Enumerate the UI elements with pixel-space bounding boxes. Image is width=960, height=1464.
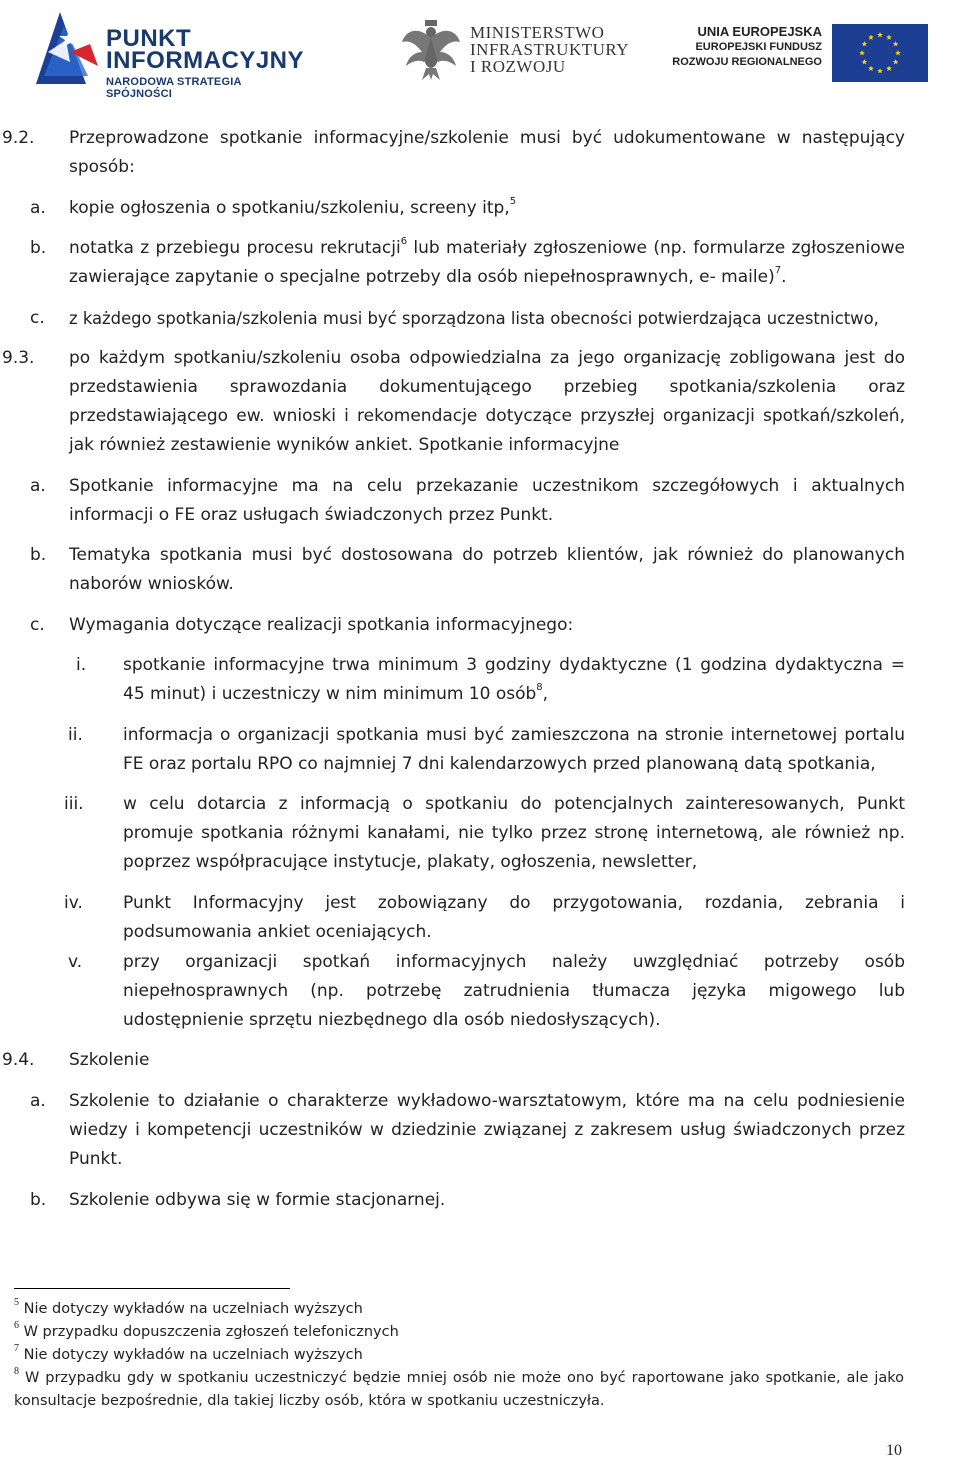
footnote: $^8$ W przypadku gdy w spotkaniu uczestniczyć będzie mniej osób nie może ono być raportowane jako spotkanie, ale jako konsultacje bezpośrednie, dla takiej liczby osób, która w spotkaniu uczestniczyła.: [14, 1366, 905, 1409]
logo-text-nss: NARODOWA STRATEGIA SPÓJNOŚCI: [106, 76, 242, 100]
footnote: $^6$ W przypadku dopuszczenia zgłoszeń telefonicznych: [14, 1320, 399, 1340]
sublist-label: v.: [68, 952, 83, 972]
list-label: c.: [30, 308, 45, 328]
list-label: b.: [30, 238, 47, 258]
sublist-label: iv.: [64, 893, 83, 913]
logo-text-unia-europejska: UNIA EUROPEJSKA: [697, 24, 822, 39]
eu-flag-icon: [832, 24, 928, 82]
list-item: Wymagania dotyczące realizacji spotkania informacyjnego:: [69, 615, 574, 635]
list-label: b.: [30, 545, 47, 565]
list-item: notatka z przebiegu procesu rekrutacji$^6$ lub materiały zgłoszeniowe (np. formularze zgłoszeniowe zawierające zapytanie o specjalne potrzeby dla osób niepełnosprawnych, e- maile)$^7$.: [69, 236, 905, 287]
page-header: [0, 0, 960, 98]
logo-text-rozwoju-regionalnego: ROZWOJU REGIONALNEGO: [672, 56, 822, 68]
logo-text-infrastruktury: INFRASTRUKTURY: [470, 40, 630, 59]
logo-text-ministerstwo: MINISTERSTWO: [470, 23, 605, 42]
logo-text-i-rozwoju: I ROZWOJU: [470, 57, 566, 76]
eu-fund-logo: [664, 24, 934, 84]
footnote: $^7$ Nie dotyczy wykładów na uczelniach wyższych: [14, 1343, 363, 1363]
section-number-9-3: 9.3.: [2, 348, 35, 368]
ministry-wordmark: [470, 24, 629, 75]
section-9-2-text: Przeprowadzone spotkanie informacyjne/szkolenie musi być udokumentowane w następujący sposób:: [69, 128, 905, 177]
list-item: z każdego spotkania/szkolenia musi być sporządzona lista obecności potwierdzająca uczestnictwo,: [69, 309, 879, 328]
punkt-informacyjny-mark-icon: [30, 6, 106, 88]
footnote-divider: [14, 1288, 290, 1289]
page-number: 10: [886, 1442, 902, 1459]
footnote-ref: 8: [536, 682, 543, 694]
logo-text-fundusz: EUROPEJSKI FUNDUSZ: [695, 41, 822, 53]
section-title-szkolenie: Szkolenie: [69, 1050, 150, 1070]
list-item: Szkolenie odbywa się w formie stacjonarnej.: [69, 1190, 446, 1210]
sublist-label: iii.: [64, 794, 84, 814]
section-9-3-text: po każdym spotkaniu/szkoleniu osoba odpowiedzialna za jego organizację zobligowana jest do przedstawienia sprawozdania dokumentującego przebieg spotkania/szkolenia oraz przedstawiającego ew. wnioski i rekomendacje dotyczące przyszłej organizacji spotkań/szkoleń, jak również zestawienie wyników ankiet. Spotkanie informacyjne: [69, 348, 905, 455]
sublist-label: i.: [76, 655, 87, 675]
footnote: $^5$ Nie dotyczy wykładów na uczelniach wyższych: [14, 1297, 363, 1317]
section-number-9-4: 9.4.: [2, 1050, 35, 1070]
list-label: c.: [30, 615, 45, 635]
list-label: b.: [30, 1190, 47, 1210]
punkt-informacyjny-logo: [30, 6, 305, 100]
punkt-informacyjny-wordmark: [106, 25, 305, 100]
sublist-item: w celu dotarcia z informacją o spotkaniu do potencjalnych zainteresowanych, Punkt promuje spotkania różnymi kanałami, nie tylko przez stronę internetową, ale również np. poprzez współpracujące instytucje, plakaty, ogłoszenia, newsletter,: [123, 794, 905, 872]
footnote-ref: 6: [400, 236, 408, 248]
list-label: a.: [30, 198, 46, 218]
sublist-label: ii.: [68, 725, 83, 745]
list-item: Spotkanie informacyjne ma na celu przekazanie uczestnikom szczegółowych i aktualnych informacji o FE oraz usługach świadczonych przez Punkt.: [69, 476, 905, 525]
footnote-ref: 5: [509, 196, 517, 208]
sublist-item: przy organizacji spotkań informacyjnych należy uwzględniać potrzeby osób niepełnosprawnych (np. potrzebę zatrudnienia tłumacza języka migowego lub udostępnienie sprzętu niezbędnego dla osób niedosłyszących).: [123, 952, 905, 1030]
sublist-item: informacja o organizacji spotkania musi być zamieszczona na stronie internetowej portalu FE oraz portalu RPO co najmniej 7 dni kalendarzowych przed planowaną datą spotkania,: [123, 725, 905, 774]
logo-text-informacyjny: INFORMACYJNY: [106, 47, 305, 74]
list-label: a.: [30, 1091, 46, 1111]
eu-wordmark: [664, 24, 822, 70]
list-label: a.: [30, 476, 46, 496]
footnote-ref: 7: [774, 265, 782, 277]
list-item: kopie ogłoszenia o spotkaniu/szkoleniu, screeny itp,$^5$: [69, 196, 517, 218]
list-item: Szkolenie to działanie o charakterze wykładowo-warsztatowym, które ma na celu podniesienie wiedzy i kompetencji uczestników w dziedzinie związanej z zakresem usług świadczonych przez Punkt.: [69, 1091, 905, 1169]
polish-eagle-icon: [400, 16, 462, 82]
sublist-item: Punkt Informacyjny jest zobowiązany do przygotowania, rozdania, zebrania i podsumowania ankiet oceniających.: [123, 893, 905, 942]
list-item: Tematyka spotkania musi być dostosowana do potrzeb klientów, jak również do planowanych naborów wniosków.: [69, 545, 905, 594]
ministry-logo: [400, 16, 640, 86]
section-number-9-2: 9.2.: [2, 128, 35, 148]
logo-text-punkt: PUNKT: [106, 25, 192, 52]
sublist-item: spotkanie informacyjne trwa minimum 3 godziny dydaktyczne (1 godzina dydaktyczna = 45 minut) i uczestniczy w nim minimum 10 osób$^8$,: [123, 655, 905, 704]
